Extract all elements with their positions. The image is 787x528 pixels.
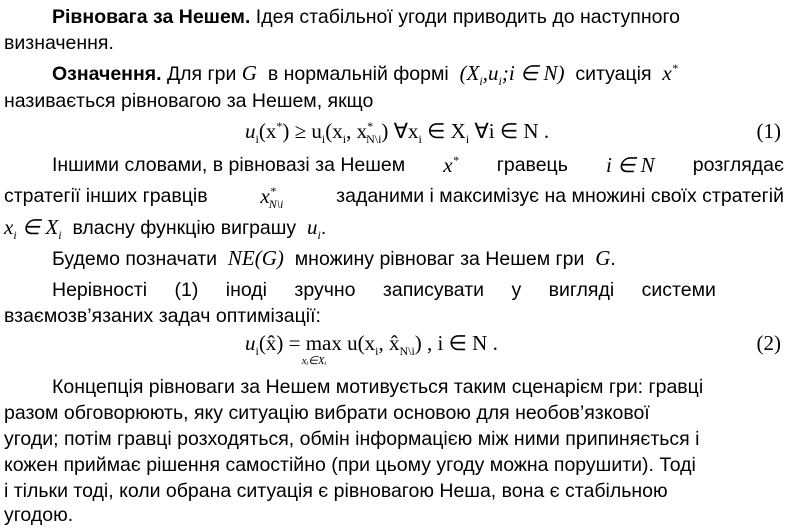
p2-text-a: Для гри [166, 63, 237, 85]
formula-2 [0, 329, 787, 367]
formula-1-expression: $u_i(x^*) \ge u_i(x_i$, $x^*_{N\backslash i}$) $\forall x_i$ ∈ $X_i$ ∀i ∈ N . [245, 119, 550, 146]
heading-nash-equilibrium: Рівновага за Нешем. [52, 6, 251, 28]
p2-text-b: в нормальній формі [267, 63, 449, 85]
p6-line2: разом обговорюють, яку ситуацію вибрати основою для необов’язкової [4, 402, 650, 424]
p6-line6: угодою. [4, 504, 74, 526]
p6-line3: угоди; потім гравці розходяться, обмін інформацією між ними припиняється і [4, 428, 700, 450]
p2-line1 [52, 60, 784, 86]
situation-x-star: x* [662, 61, 678, 85]
p6-line5: і тільки тоді, коли обрана ситуація є рівновагою Неша, вона є стабільною [4, 480, 668, 502]
NE-of-G: NE(G) [227, 246, 284, 270]
p2-text-c: ситуація [575, 63, 652, 85]
x-star: x* [443, 153, 459, 177]
p3-line3: $x_i$ ∈ $X_i$ власну функцію виграшу $u_i$. [4, 215, 327, 242]
formula-2-expression: $u_i(x̂) = \max$ xᵢ∈Xᵢ $u(x_i$, $x̂_{N\backslash i}$) , i ∈ N . [245, 331, 498, 367]
game-symbol-2: G [595, 246, 611, 270]
p5-line1: Нерівності (1) іноді зручно записувати у вигляді системи [52, 279, 716, 301]
formula-1-number: (1) [756, 119, 781, 143]
formula-1 [0, 117, 787, 145]
normal-form-tuple: ($X_i,u_i;i$ ∈ N) [459, 61, 565, 88]
p6-line1: Концепція рівноваги за Нешем мотивується таким сценарієм гри: гравці [52, 376, 704, 398]
p5-line2: взаємозв’язаних задач оптимізації: [4, 305, 321, 327]
max-operator: max xᵢ∈Xᵢ [301, 331, 342, 367]
p3-line2: стратегії інших гравців $x^*_{N\backslash i}$ заданими і максимізує на множині своїх стратегій [4, 184, 784, 211]
p4-line1: Будемо позначати NE(G) множину рівноваг за Нешем гри G. [52, 246, 616, 270]
x-star-N-minus-i: $x^*_{N\backslash i}$ [260, 184, 284, 211]
xi-in-Xi: $x_i$ ∈ $X_i$ [4, 215, 62, 242]
payoff-ui: $u_i$ [307, 215, 321, 242]
p6-line4: кожен приймає рішення самостійно (при цьому угоду можна порушити). Тоді [4, 454, 696, 476]
p1-line1 [52, 4, 784, 30]
definition-label: Означення. [52, 63, 162, 85]
p2-line2: називається рівновагою за Нешем, якщо [4, 90, 374, 112]
game-symbol: G [241, 61, 257, 85]
p1-line2: визначення. [4, 32, 114, 54]
p3-line1: Іншими словами, в рівновазі за Нешем x* гравець i ∈ N розглядає [52, 153, 784, 177]
p1-text: Ідея стабільної угоди приводить до наступного [255, 6, 680, 28]
i-in-N: i ∈ N [606, 153, 655, 177]
formula-2-number: (2) [756, 331, 781, 355]
